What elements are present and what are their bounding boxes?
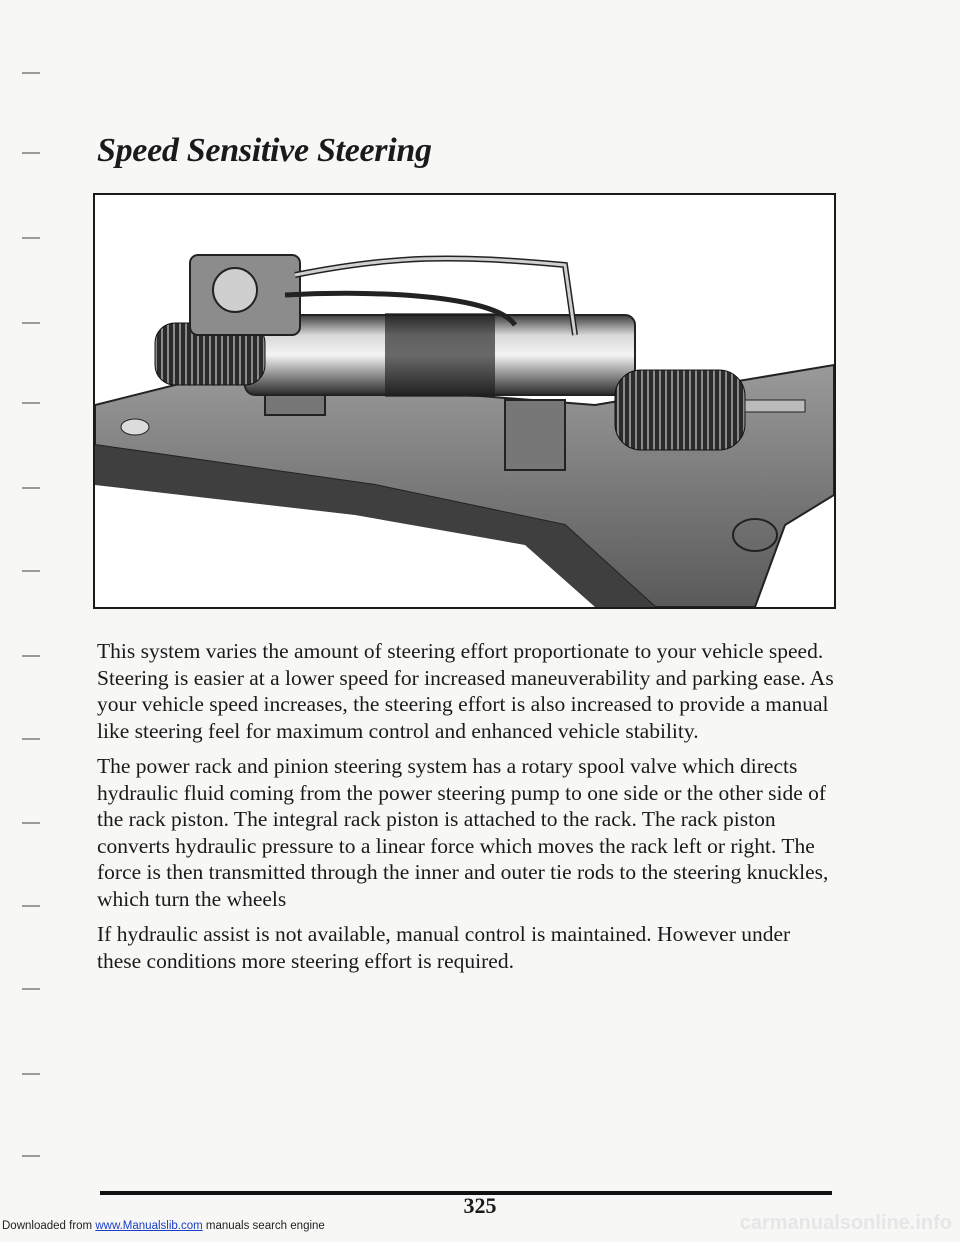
- paragraph-manual-control: If hydraulic assist is not available, manual control is maintained. However under these conditions more steering effort is required.: [97, 922, 791, 973]
- download-suffix: manuals search engine: [202, 1220, 325, 1232]
- frame-hole: [121, 419, 149, 435]
- steering-rack-illustration: [93, 193, 836, 609]
- margin-tick: [22, 237, 40, 239]
- paragraph-rack-pinion: The power rack and pinion steering system has a rotary spool valve which directs hydraulic fluid coming from the power steering pump to one side or the other side of the rack piston. The integral rack piston is attached to the rack. The rack piston converts hydraulic pressure to a linear force which moves the rack left or right. The force is then transmitted through the inner and outer tie rods to the steering knuckles, which turn the wheels: [97, 754, 829, 911]
- body-text: [97, 638, 837, 983]
- spool-valve: [213, 268, 257, 312]
- tie-rod: [745, 400, 805, 412]
- margin-tick: [22, 72, 40, 74]
- manualslib-link[interactable]: www.Manualslib.com: [95, 1220, 203, 1232]
- margin-tick: [22, 487, 40, 489]
- page-title: Speed Sensitive Steering: [97, 132, 432, 169]
- page-number: 325: [463, 1193, 497, 1218]
- steering-rack-drawing: [95, 195, 834, 607]
- download-prefix: Downloaded from: [2, 1220, 96, 1232]
- margin-tick: [22, 402, 40, 404]
- margin-tick: [22, 1073, 40, 1075]
- download-note: [2, 1220, 325, 1232]
- margin-tick: [22, 322, 40, 324]
- margin-tick: [22, 655, 40, 657]
- rack-piston-section: [385, 313, 495, 397]
- margin-tick: [22, 988, 40, 990]
- mount-bracket: [505, 400, 565, 470]
- right-boot: [615, 370, 745, 450]
- margin-tick: [22, 1155, 40, 1157]
- margin-tick: [22, 152, 40, 154]
- watermark: carmanualsonline.info: [739, 1212, 952, 1234]
- paragraph-speed-effort: This system varies the amount of steering effort proportionate to your vehicle speed. Steering is easier at a lower speed for increased maneuverability and parking ease. As your vehicle speed increases, the steering effort is also increased to provide a manual like steering feel for maximum control and enhanced vehicle stability.: [97, 639, 834, 743]
- margin-tick: [22, 822, 40, 824]
- margin-tick: [22, 905, 40, 907]
- margin-tick: [22, 570, 40, 572]
- margin-tick: [22, 738, 40, 740]
